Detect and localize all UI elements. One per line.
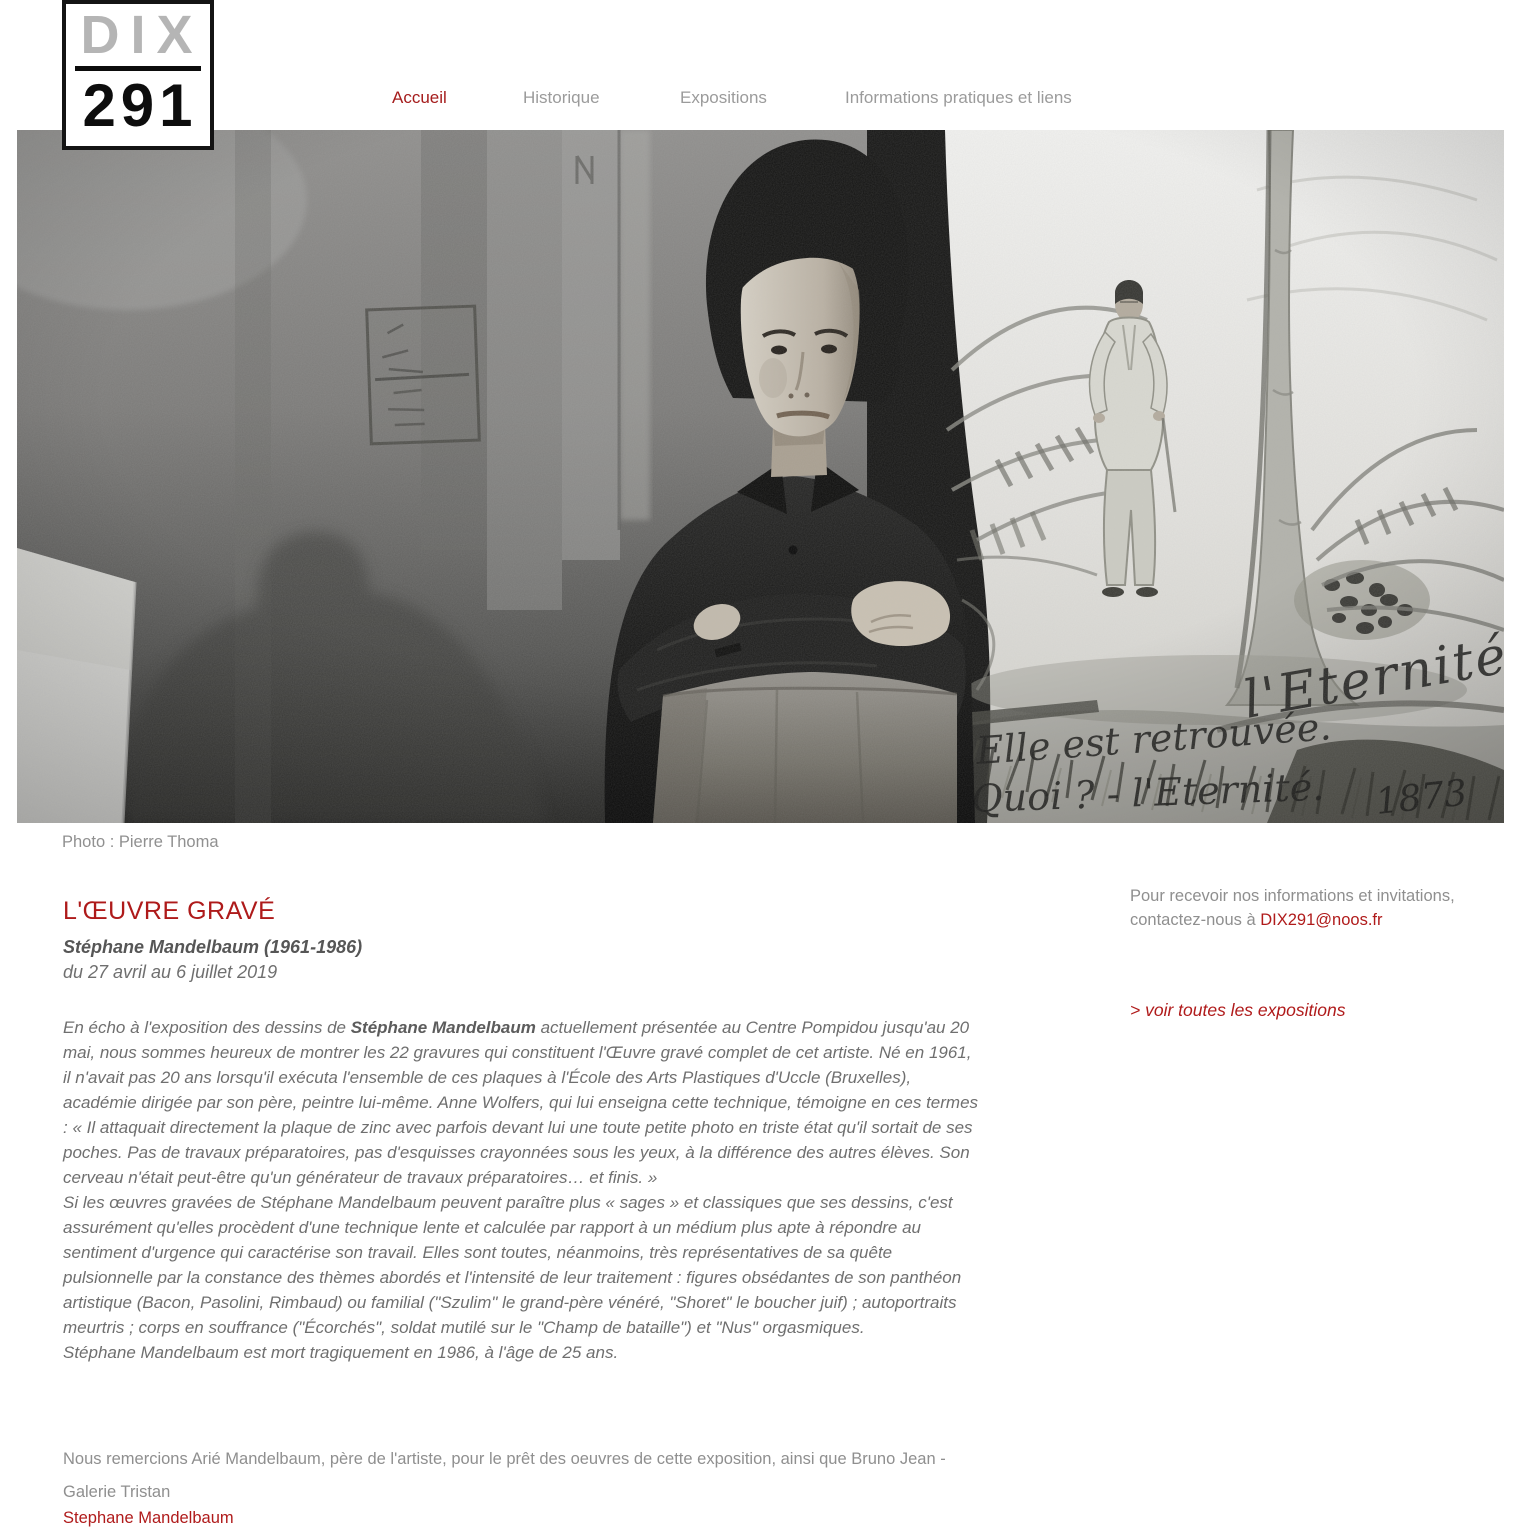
photo-caption: Photo : Pierre Thoma [62,833,219,851]
article-dates: du 27 avril au 6 juillet 2019 [63,962,278,982]
paragraph-2: Si les œuvres gravées de Stéphane Mandelbaum peuvent paraître plus « sages » et classiques que ses dessins, c'est assurément qu'elles procèdent d'une technique lente et calculée par rapport à un médium plus apte à répondre au sentiment d'urgence qui caractérise son travail. Elles sont toutes, néanmoins, très représentatives de sa quête pulsionnelle par la constance des thèmes abordés et l'intensité de leur traitement : figures obsédantes de son panthéon artistique (Bacon, Pasolini, Rimbaud) ou familial ("Szulim" le grand-père vénéré, "Shoret" le boucher juif) ; autoportraits meurtris ; corps en souffrance ("Écorchés", soldat mutilé sur le "Champ de bataille") et "Nus" orgasmiques. [63,1193,962,1337]
nav-item-expositions[interactable]: Expositions [680,88,767,107]
nav-item-informations[interactable]: Informations pratiques et liens [845,88,1072,107]
see-all-expositions-link[interactable]: > voir toutes les expositions [1130,1000,1346,1020]
nav-item-accueil[interactable]: Accueil [392,88,447,107]
email-link[interactable]: DIX291@noos.fr [1260,911,1383,929]
nav-item-historique[interactable]: Historique [523,88,600,107]
hero-photo-illustration [17,130,1504,823]
page-title: L'ŒUVRE GRAVÉ [63,897,276,925]
article-body [63,1015,983,1365]
hero-photo [17,130,1504,823]
paragraph-1 [63,1015,983,1190]
acknowledgement-text: Nous remercions Arié Mandelbaum, père de l'artiste, pour le prêt des oeuvres de cette exposition, ainsi que Bruno Jean - Galerie Tristan [63,1450,946,1501]
paragraph-3: Stéphane Mandelbaum est mort tragiquement en 1986, à l'âge de 25 ans. [63,1343,619,1362]
p1-artist-name: Stéphane Mandelbaum [350,1018,536,1037]
artist-link[interactable]: Stephane Mandelbaum [63,1509,234,1527]
logo-text-dix: DIX [80,5,204,65]
site-logo[interactable] [62,0,214,150]
contact-line2-prefix: contactez-nous à [1130,911,1261,929]
article-subtitle: Stéphane Mandelbaum (1961-1986) [63,937,363,957]
p1-after: actuellement présentée au Centre Pompidou jusqu'au 20 mai, nous sommes heureux de montrer les 22 gravures qui constituent l'Œuvre gravé complet de cet artiste. Né en 1961, il n'avait pas 20 ans lorsqu'il exécuta l'ensemble de ces plaques à l'École des Arts Plastiques d'Uccle (Bruxelles), académie dirigée par son père, peintre lui-même. Anne Wolfers, qui lui enseigna cette technique, témoigne en ces termes : « Il attaquait directement la plaque de zinc avec parfois devant lui une toute petite photo en triste état qu'il sortait de ses poches. Pas de travaux préparatoires, pas d'esquisses crayonnées sous les yeux, à la différence des autres élèves. Son cerveau n'était peut-être qu'un générateur de travaux préparatoires… et finis. » [63,1018,979,1187]
contact-line1: Pour recevoir nos informations et invitations, [1130,887,1455,905]
contact-block [1130,884,1485,932]
vignette [17,130,1504,823]
p1-before: En écho à l'exposition des dessins de [63,1018,351,1037]
logo-text-291: 291 [82,72,198,139]
